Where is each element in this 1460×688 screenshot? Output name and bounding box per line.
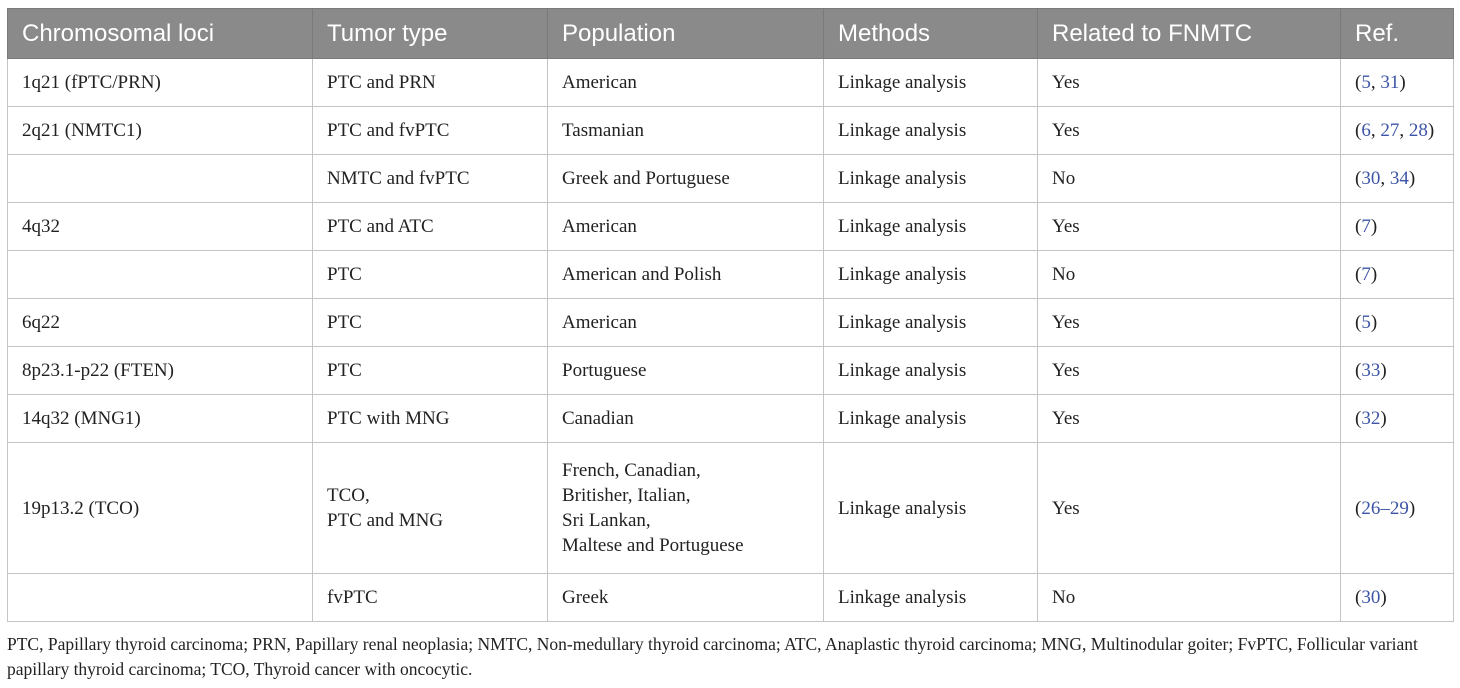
cell-related: No <box>1038 155 1341 203</box>
reference-link[interactable]: 7 <box>1361 216 1371 237</box>
cell-population <box>548 203 824 251</box>
cell-tumor-type <box>313 443 548 574</box>
reference-link[interactable]: 26–29 <box>1361 497 1409 519</box>
cell-population-line: Sri Lankan, <box>562 510 651 531</box>
cell-tumor-type-line: TCO, <box>327 485 370 506</box>
cell-population <box>548 347 824 395</box>
table-row <box>8 443 1454 574</box>
table-row <box>8 203 1454 251</box>
cell-ref: (5, 31) <box>1341 59 1454 107</box>
table-footnote: PTC, Papillary thyroid carcinoma; PRN, Papillary renal neoplasia; NMTC, Non-medullary thyroid carcinoma; ATC, Anaplastic thyroid carcinoma; MNG, Multinodular goiter; FvPTC, Follicular variant papillary thyroid carcinoma; TCO, Thyroid cancer with oncocytic. <box>7 634 1418 679</box>
table-row <box>8 395 1454 443</box>
cell-population <box>548 395 824 443</box>
reference-link[interactable]: 6 <box>1361 120 1371 141</box>
cell-loci: 8p23.1-p22 (FTEN) <box>8 347 313 395</box>
cell-population <box>548 155 824 203</box>
cell-method: Linkage analysis <box>824 155 1038 203</box>
reference-link[interactable]: 34 <box>1389 168 1409 189</box>
reference-link[interactable]: 7 <box>1361 264 1371 285</box>
reference-link[interactable]: 31 <box>1380 72 1400 93</box>
cell-population <box>548 59 824 107</box>
reference-link[interactable]: 5 <box>1361 72 1371 93</box>
cell-tumor-type-line: PTC and PRN <box>327 72 436 93</box>
header-population: Population <box>548 9 824 59</box>
cell-loci: 1q21 (fPTC/PRN) <box>8 59 313 107</box>
table-row <box>8 347 1454 395</box>
cell-method: Linkage analysis <box>824 299 1038 347</box>
cell-population <box>548 251 824 299</box>
cell-method: Linkage analysis <box>824 443 1038 574</box>
header-related: Related to FNMTC <box>1038 9 1341 59</box>
cell-ref: (32) <box>1341 395 1454 443</box>
cell-tumor-type <box>313 59 548 107</box>
cell-population-line: Portuguese <box>562 360 647 381</box>
cell-ref: (6, 27, 28) <box>1341 107 1454 155</box>
cell-related: Yes <box>1038 347 1341 395</box>
cell-population-line: Greek <box>562 587 609 608</box>
cell-related: Yes <box>1038 107 1341 155</box>
header-tumor-type: Tumor type <box>313 9 548 59</box>
table-row <box>8 59 1454 107</box>
cell-loci: 4q32 <box>8 203 313 251</box>
reference-link[interactable]: 32 <box>1361 408 1381 429</box>
cell-ref: (30, 34) <box>1341 155 1454 203</box>
table-row <box>8 107 1454 155</box>
cell-tumor-type-line: PTC and fvPTC <box>327 120 450 141</box>
cell-population <box>548 443 824 574</box>
cell-loci: 14q32 (MNG1) <box>8 395 313 443</box>
cell-related: Yes <box>1038 443 1341 574</box>
cell-tumor-type <box>313 299 548 347</box>
table-body <box>8 59 1454 622</box>
cell-ref: (7) <box>1341 203 1454 251</box>
reference-link[interactable]: 30 <box>1361 587 1381 608</box>
cell-method: Linkage analysis <box>824 395 1038 443</box>
cell-tumor-type-line: NMTC and fvPTC <box>327 168 470 189</box>
loci-table <box>7 8 1454 622</box>
cell-tumor-type <box>313 203 548 251</box>
cell-related: Yes <box>1038 59 1341 107</box>
cell-population <box>548 107 824 155</box>
header-ref: Ref. <box>1341 9 1454 59</box>
cell-population-line: American <box>562 216 637 237</box>
cell-related: No <box>1038 574 1341 622</box>
cell-population-line: Maltese and Portuguese <box>562 535 744 556</box>
cell-population-line: American <box>562 72 637 93</box>
table-row <box>8 155 1454 203</box>
cell-population-line: Tasmanian <box>562 120 645 141</box>
cell-method: Linkage analysis <box>824 251 1038 299</box>
cell-loci <box>8 574 313 622</box>
cell-tumor-type <box>313 395 548 443</box>
cell-ref: (33) <box>1341 347 1454 395</box>
cell-tumor-type-line: PTC and MNG <box>327 510 444 531</box>
cell-ref: (7) <box>1341 251 1454 299</box>
cell-tumor-type-line: PTC <box>327 360 362 381</box>
cell-loci <box>8 155 313 203</box>
reference-link[interactable]: 5 <box>1361 312 1371 333</box>
cell-population <box>548 299 824 347</box>
header-chromosomal-loci: Chromosomal loci <box>8 9 313 59</box>
cell-tumor-type <box>313 107 548 155</box>
cell-loci: 2q21 (NMTC1) <box>8 107 313 155</box>
table-row <box>8 251 1454 299</box>
cell-tumor-type <box>313 251 548 299</box>
cell-method: Linkage analysis <box>824 59 1038 107</box>
reference-link[interactable]: 33 <box>1361 360 1381 381</box>
cell-related: Yes <box>1038 299 1341 347</box>
cell-tumor-type-line: PTC <box>327 264 362 285</box>
cell-tumor-type-line: PTC and ATC <box>327 216 434 237</box>
cell-tumor-type-line: fvPTC <box>327 587 378 608</box>
cell-population-line: American <box>562 312 637 333</box>
cell-population-line: Canadian <box>562 408 634 429</box>
cell-loci <box>8 251 313 299</box>
cell-method: Linkage analysis <box>824 203 1038 251</box>
cell-population-line: Britisher, Italian, <box>562 485 691 506</box>
cell-ref: (26–29) <box>1341 443 1454 574</box>
cell-related: Yes <box>1038 395 1341 443</box>
cell-method: Linkage analysis <box>824 347 1038 395</box>
cell-ref: (30) <box>1341 574 1454 622</box>
cell-population-line: French, Canadian, <box>562 460 701 481</box>
cell-loci: 19p13.2 (TCO) <box>8 443 313 574</box>
cell-population <box>548 574 824 622</box>
table-row <box>8 574 1454 622</box>
header-methods: Methods <box>824 9 1038 59</box>
cell-population-line: Greek and Portuguese <box>562 168 730 189</box>
cell-tumor-type <box>313 347 548 395</box>
cell-population-line: American and Polish <box>562 264 722 285</box>
cell-tumor-type-line: PTC with MNG <box>327 408 450 429</box>
cell-related: Yes <box>1038 203 1341 251</box>
table-row <box>8 299 1454 347</box>
cell-method: Linkage analysis <box>824 107 1038 155</box>
cell-related: No <box>1038 251 1341 299</box>
reference-link[interactable]: 30 <box>1361 168 1381 189</box>
reference-link[interactable]: 27 <box>1380 120 1400 141</box>
cell-tumor-type <box>313 574 548 622</box>
cell-tumor-type <box>313 155 548 203</box>
cell-loci: 6q22 <box>8 299 313 347</box>
cell-method: Linkage analysis <box>824 574 1038 622</box>
cell-tumor-type-line: PTC <box>327 312 362 333</box>
reference-link[interactable]: 28 <box>1408 120 1428 141</box>
header-row <box>8 9 1454 59</box>
table-container <box>7 8 1453 622</box>
cell-ref: (5) <box>1341 299 1454 347</box>
